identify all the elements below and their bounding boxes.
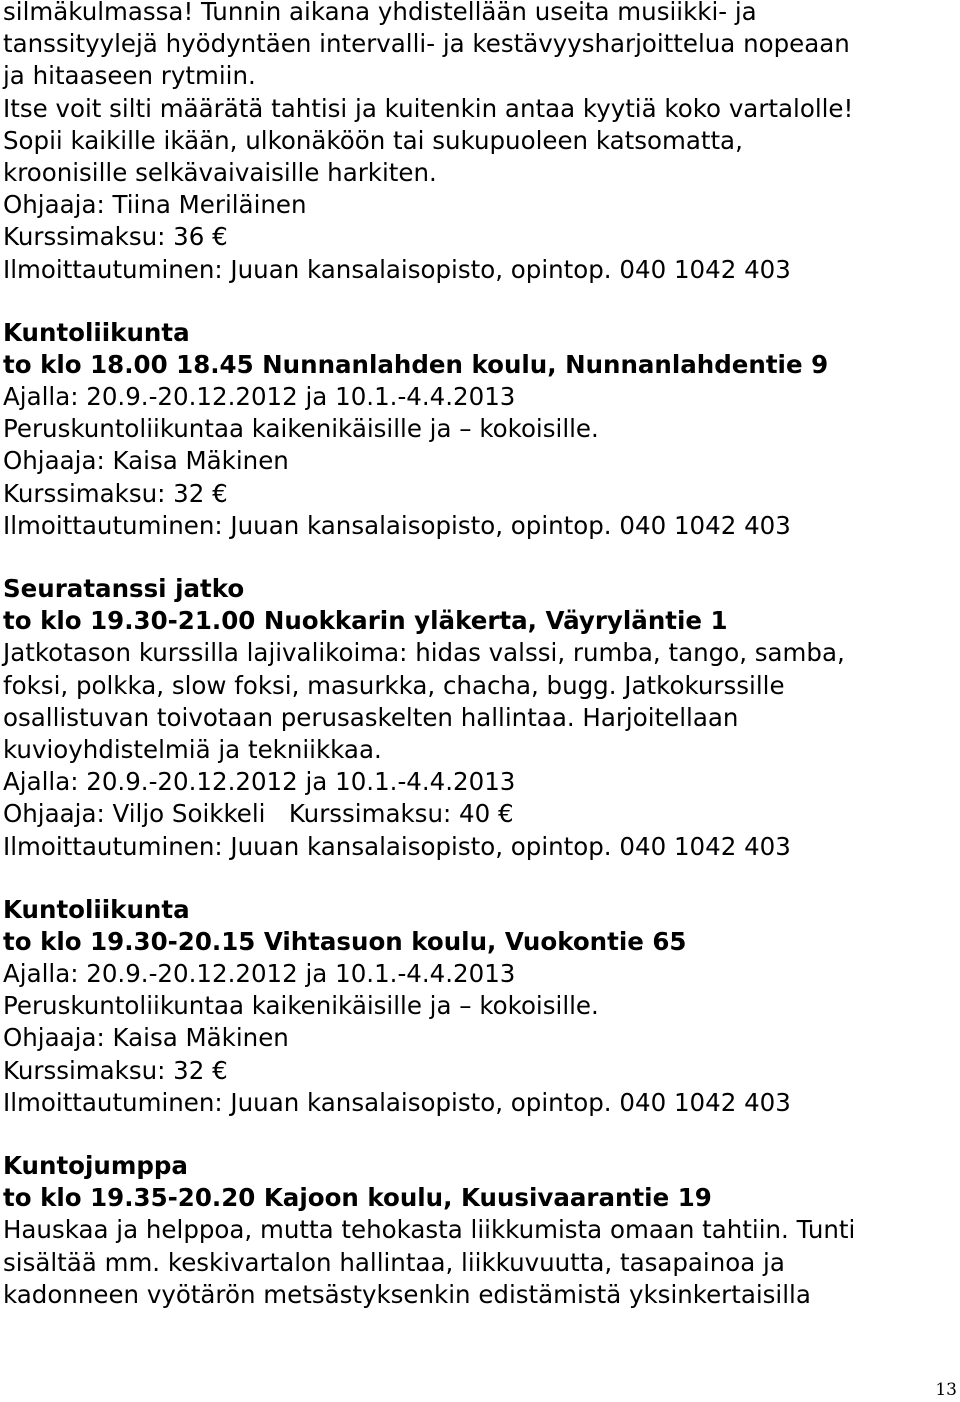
registration-line: Ilmoittautuminen: Juuan kansalaisopisto, opintop. 040 1042 403 <box>3 831 791 861</box>
intro-line: Sopii kaikille ikään, ulkonäköön tai sukupuoleen katsomatta, <box>3 125 743 155</box>
intro-line: ja hitaaseen rytmiin. <box>3 61 256 91</box>
course-fee-line: Kurssimaksu: 32 € <box>3 1055 228 1085</box>
course-dates-line: Ajalla: 20.9.-20.12.2012 ja 10.1.-4.4.2013 <box>3 767 516 797</box>
registration-line: Ilmoittautuminen: Juuan kansalaisopisto, opintop. 040 1042 403 <box>3 1087 791 1117</box>
instructor-line: Ohjaaja: Kaisa Mäkinen <box>3 446 289 476</box>
registration-line: Ilmoittautuminen: Juuan kansalaisopisto, opintop. 040 1042 403 <box>3 254 791 284</box>
course-description-line: sisältää mm. keskivartalon hallintaa, liikkuvuutta, tasapainoa ja <box>3 1247 785 1277</box>
course-section <box>3 573 958 863</box>
document-page <box>3 0 958 1311</box>
intro-line: Itse voit silti määrätä tahtisi ja kuitenkin antaa kyytiä koko vartalolle! <box>3 93 854 123</box>
course-description-line: foksi, polkka, slow foksi, masurkka, chacha, bugg. Jatkokurssille <box>3 670 785 700</box>
intro-line: silmäkulmassa! Tunnin aikana yhdistellään useita musiikki- ja <box>3 0 757 26</box>
course-description-line: Peruskuntoliikuntaa kaikenikäisille ja – kokoisille. <box>3 414 599 444</box>
page-number: 13 <box>935 1380 957 1400</box>
section-spacer <box>3 863 958 894</box>
intro-line: kroonisille selkävaivaisille harkiten. <box>3 157 437 187</box>
section-spacer <box>3 286 958 317</box>
course-description-line: kuvioyhdistelmiä ja tekniikkaa. <box>3 734 382 764</box>
course-time-place: to klo 18.00 18.45 Nunnanlahden koulu, Nunnanlahdentie 9 <box>3 349 829 379</box>
course-dates-line: Ajalla: 20.9.-20.12.2012 ja 10.1.-4.4.2013 <box>3 959 516 989</box>
course-fee-line: Kurssimaksu: 36 € <box>3 222 228 252</box>
registration-line: Ilmoittautuminen: Juuan kansalaisopisto, opintop. 040 1042 403 <box>3 510 791 540</box>
course-section <box>3 317 958 542</box>
course-time-place: to klo 19.30-20.15 Vihtasuon koulu, Vuokontie 65 <box>3 926 687 956</box>
intro-section <box>3 0 958 286</box>
instructor-fee-line: Ohjaaja: Viljo Soikkeli Kurssimaksu: 40 € <box>3 799 514 829</box>
course-section <box>3 894 958 1119</box>
course-title: Kuntojumppa <box>3 1151 188 1180</box>
section-spacer <box>3 1119 958 1150</box>
instructor-line: Ohjaaja: Tiina Meriläinen <box>3 190 307 220</box>
section-spacer <box>3 542 958 573</box>
course-description-line: kadonneen vyötärön metsästyksenkin edistämistä yksinkertaisilla <box>3 1279 811 1309</box>
course-dates-line: Ajalla: 20.9.-20.12.2012 ja 10.1.-4.4.2013 <box>3 382 516 412</box>
course-description-line: Hauskaa ja helppoa, mutta tehokasta liikkumista omaan tahtiin. Tunti <box>3 1215 856 1245</box>
instructor-line: Ohjaaja: Kaisa Mäkinen <box>3 1023 289 1053</box>
course-title: Seuratanssi jatko <box>3 574 245 603</box>
intro-line: tanssityylejä hyödyntäen intervalli- ja kestävyysharjoittelua nopeaan <box>3 29 850 59</box>
course-description-line: Jatkotason kurssilla lajivalikoima: hidas valssi, rumba, tango, samba, <box>3 638 845 668</box>
course-time-place: to klo 19.30-21.00 Nuokkarin yläkerta, Väyryläntie 1 <box>3 606 728 636</box>
course-title: Kuntoliikunta <box>3 894 190 924</box>
course-description-line: osallistuvan toivotaan perusaskelten hallintaa. Harjoitellaan <box>3 702 739 732</box>
course-description-line: Peruskuntoliikuntaa kaikenikäisille ja – kokoisille. <box>3 991 599 1021</box>
course-fee-line: Kurssimaksu: 32 € <box>3 478 228 508</box>
course-title: Kuntoliikunta <box>3 317 190 347</box>
course-time-place: to klo 19.35-20.20 Kajoon koulu, Kuusivaarantie 19 <box>3 1183 712 1213</box>
course-section <box>3 1150 958 1311</box>
